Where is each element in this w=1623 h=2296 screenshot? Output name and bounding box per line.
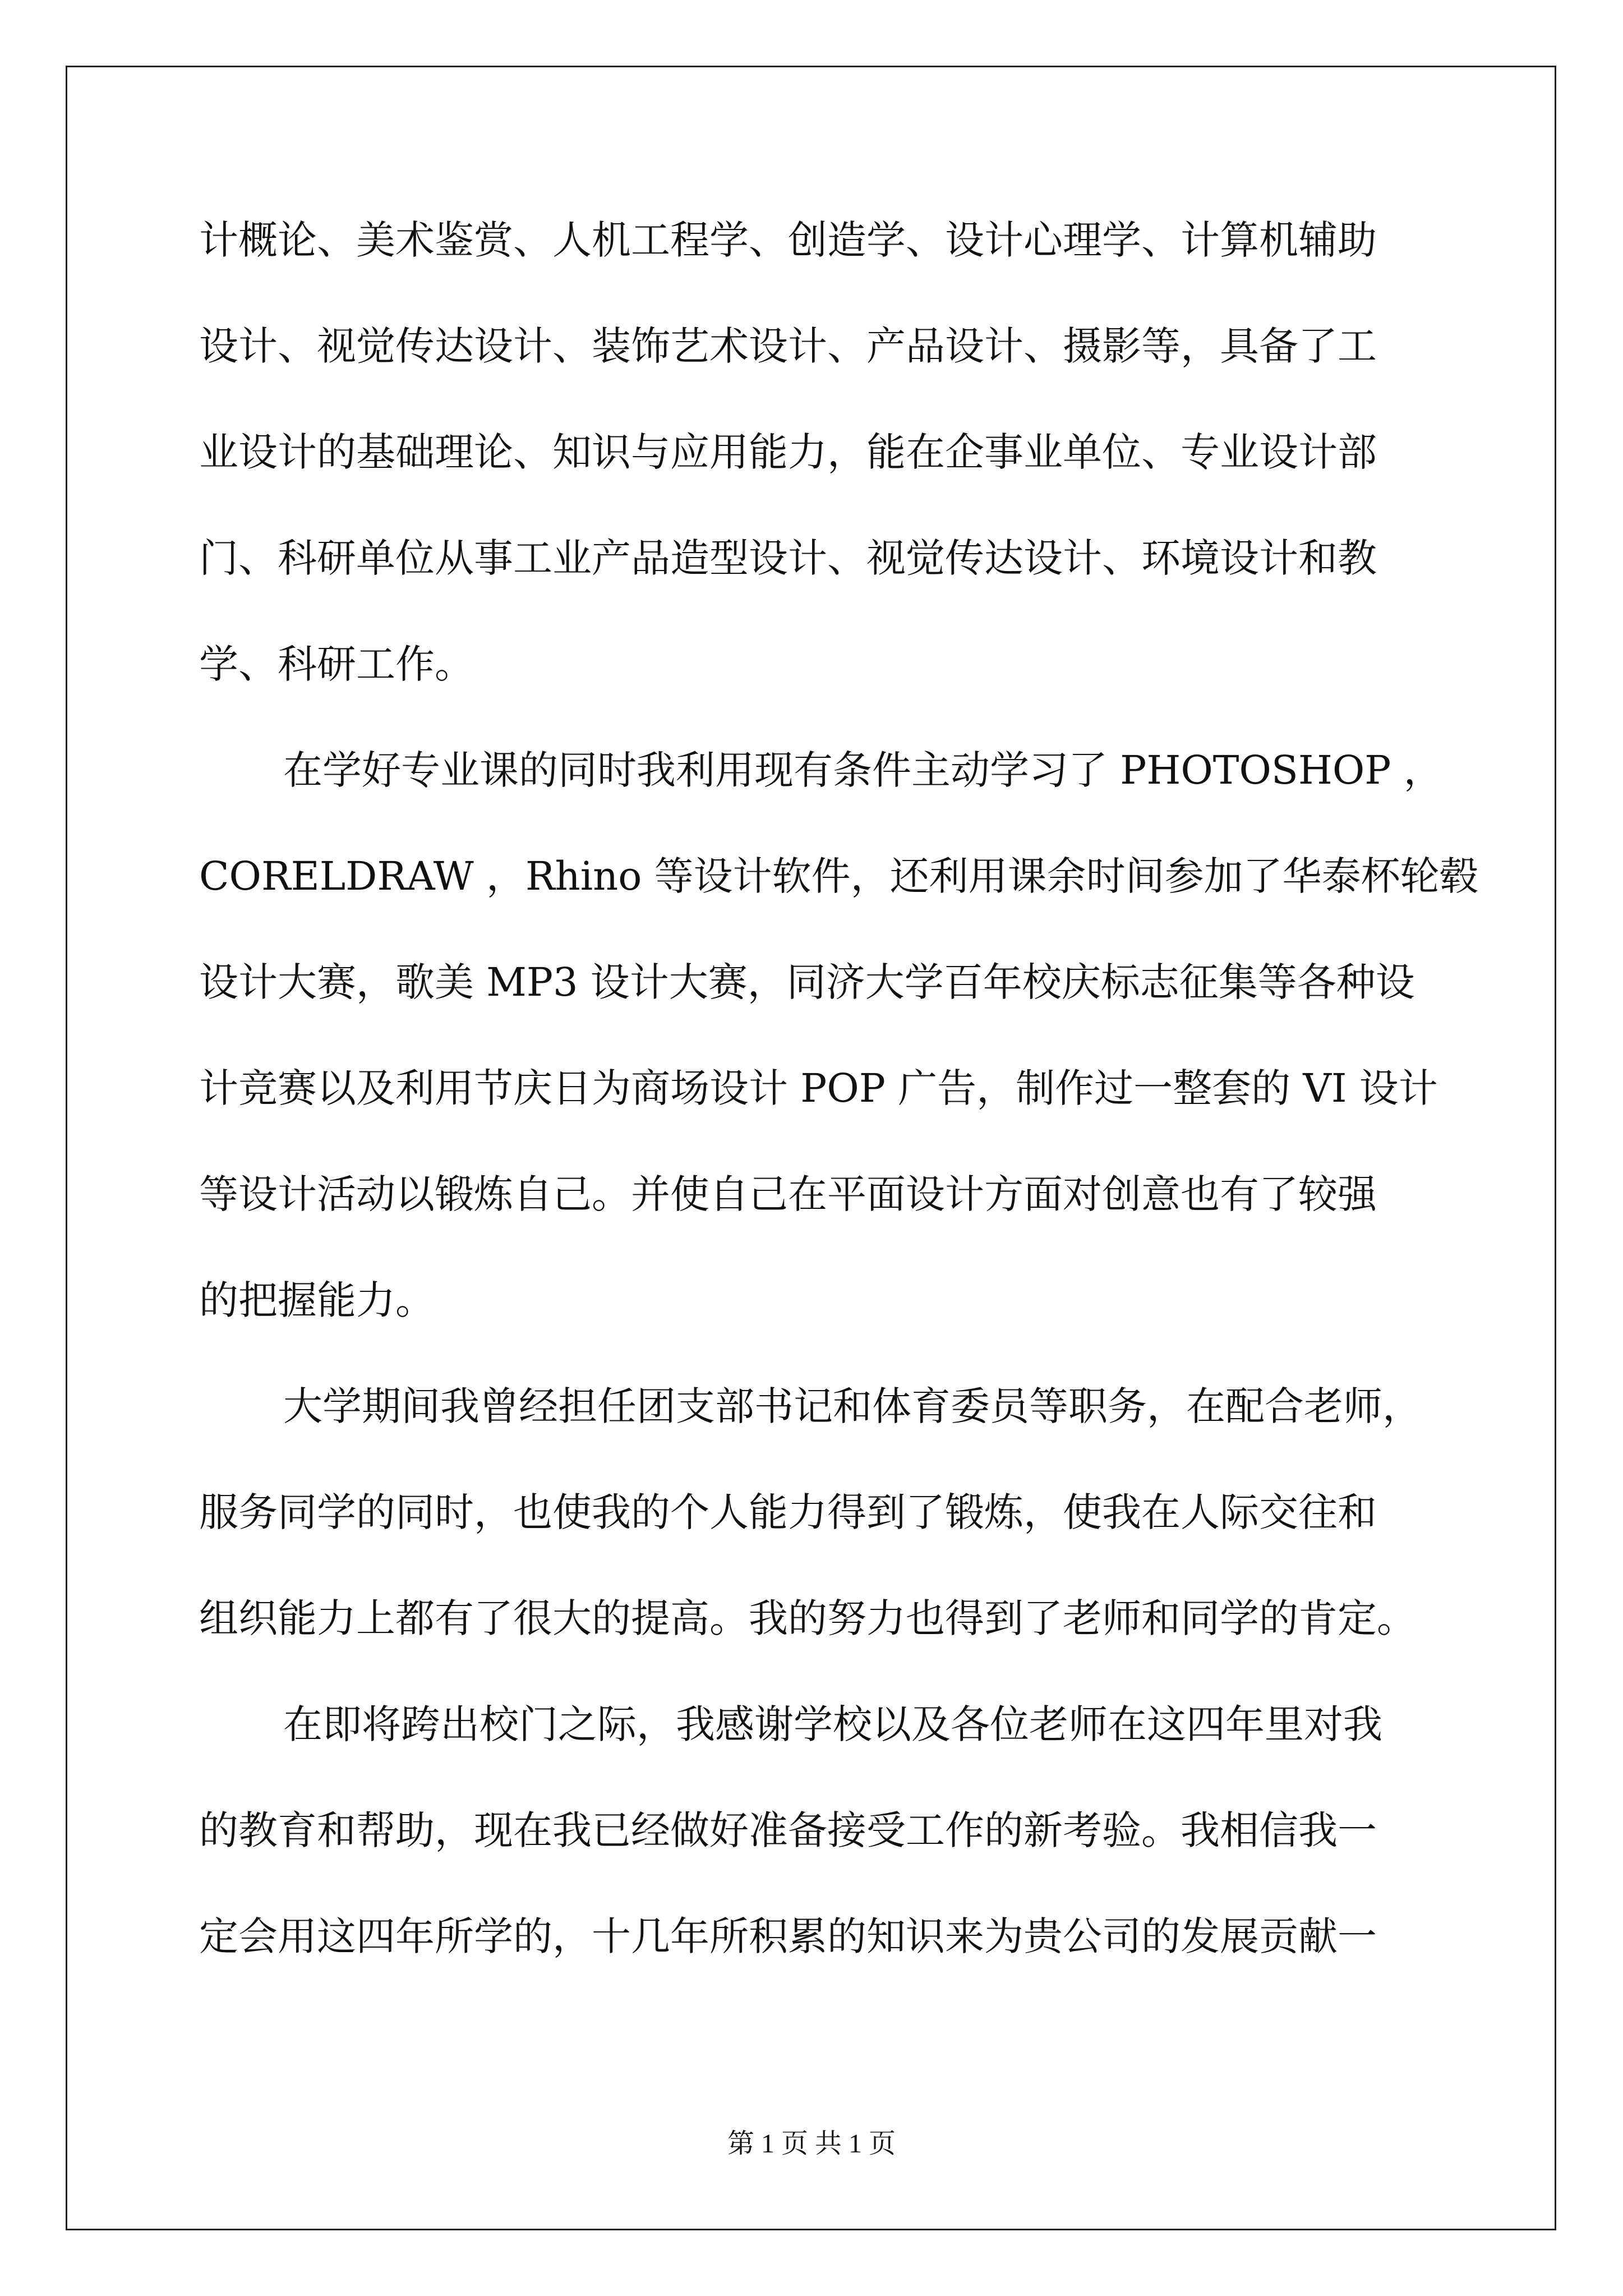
text-line: 计竞赛以及利用节庆日为商场设计 POP 广告，制作过一整套的 VI 设计 bbox=[199, 1065, 1438, 1111]
text-line: 服务同学的同时，也使我的个人能力得到了锻炼，使我在人际交往和 bbox=[199, 1489, 1377, 1535]
text-line: 的教育和帮助，现在我已经做好准备接受工作的新考验。我相信我一 bbox=[199, 1807, 1377, 1853]
text-line: 等设计活动以锻炼自己。并使自己在平面设计方面对创意也有了较强 bbox=[199, 1171, 1377, 1217]
page-footer: 第 1 页 共 1 页 bbox=[727, 2129, 896, 2159]
text-line: 业设计的基础理论、知识与应用能力，能在企事业单位、专业设计部 bbox=[199, 429, 1377, 475]
text-line: 设计、视觉传达设计、装饰艺术设计、产品设计、摄影等，具备了工 bbox=[199, 323, 1377, 369]
text-line: 定会用这四年所学的，十几年所积累的知识来为贵公司的发展贡献一 bbox=[199, 1913, 1377, 1959]
text-line: 组织能力上都有了很大的提高。我的努力也得到了老师和同学的肯定。 bbox=[199, 1595, 1416, 1641]
text-line: 计概论、美术鉴赏、人机工程学、创造学、设计心理学、计算机辅助 bbox=[199, 217, 1377, 263]
paragraph-start-line: 在即将跨出校门之际，我感谢学校以及各位老师在这四年里对我 bbox=[283, 1701, 1382, 1747]
text-line: 学、科研工作。 bbox=[199, 641, 474, 687]
text-line: CORELDRAW ，Rhino 等设计软件，还利用课余时间参加了华泰杯轮毂 bbox=[199, 853, 1479, 899]
text-line: 门、科研单位从事工业产品造型设计、视觉传达设计、环境设计和教 bbox=[199, 535, 1377, 581]
text-line: 设计大赛，歌美 MP3 设计大赛，同济大学百年校庆标志征集等各种设 bbox=[199, 959, 1415, 1005]
paragraph-start-line: 在学好专业课的同时我利用现有条件主动学习了 PHOTOSHOP ， bbox=[283, 747, 1443, 793]
text-line: 的把握能力。 bbox=[199, 1277, 435, 1323]
paragraph-start-line: 大学期间我曾经担任团支部书记和体育委员等职务，在配合老师， bbox=[283, 1383, 1422, 1429]
document-body bbox=[199, 217, 1479, 2020]
